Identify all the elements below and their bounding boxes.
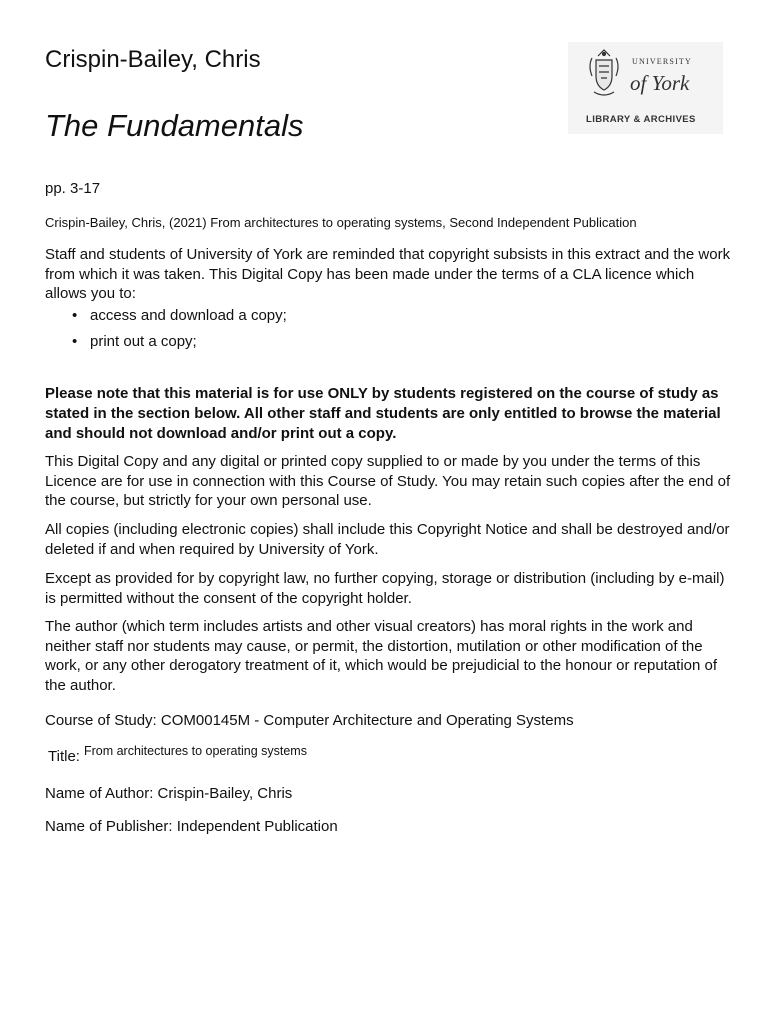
university-of-york-logo xyxy=(568,42,723,134)
logo-university-text: UNIVERSITY xyxy=(632,57,692,66)
moral-rights-paragraph: The author (which term includes artists and other visual creators) has moral rights in the work and neither staff nor students may cause, or permit, the distortion, mutilation or other modification of the work, or any other derogatory treatment of it, which would be prejudicial to the honour or reputation of the author. xyxy=(45,618,718,694)
list-item: • print out a copy; xyxy=(72,332,197,350)
document-title: The Fundamentals xyxy=(45,108,304,143)
usage-notice: Please note that this material is for use ONLY by students registered on the course of study as stated in the section below. All other staff and students are only entitled to browse the material and should not download and/or print out a copy. xyxy=(45,385,721,442)
author-heading: Crispin-Bailey, Chris xyxy=(45,46,261,73)
course-of-study: Course of Study: COM00145M - Computer Architecture and Operating Systems xyxy=(45,712,574,729)
intro-section xyxy=(45,245,735,358)
author-name-field: Name of Author: Crispin-Bailey, Chris xyxy=(45,785,293,802)
list-item: • access and download a copy; xyxy=(72,306,287,324)
title-field xyxy=(48,744,307,767)
copies-paragraph: All copies (including electronic copies) shall include this Copyright Notice and shall be destroyed and/or deleted if and when required by University of York. xyxy=(45,521,730,558)
page-range: pp. 3-17 xyxy=(45,180,101,197)
publisher-name-field: Name of Publisher: Independent Publication xyxy=(45,818,338,835)
crest-icon xyxy=(590,50,618,95)
citation: Crispin-Bailey, Chris, (2021) From architectures to operating systems, Second Independent Publication xyxy=(45,215,637,230)
permissions-list xyxy=(45,306,735,358)
logo-york-text: of York xyxy=(630,71,690,95)
bullet-text: print out a copy; xyxy=(90,332,197,350)
logo-library-text: LIBRARY & ARCHIVES xyxy=(586,114,696,125)
title-label: Title: xyxy=(48,748,80,765)
title-value: From architectures to operating systems xyxy=(83,744,307,758)
licence-paragraph: This Digital Copy and any digital or printed copy supplied to or made by you under the terms of this Licence are for use in connection with this Course of Study. You may retain such copies after the end of the course, but strictly for your own personal use. xyxy=(45,453,731,510)
intro-paragraph: Staff and students of University of York are reminded that copyright subsists in this extract and the work from which it was taken. This Digital Copy has been made under the terms of a CLA licence which allows you to: xyxy=(45,246,731,303)
copying-paragraph: Except as provided for by copyright law, no further copying, storage or distribution (including by e-mail) is permitted without the consent of the copyright holder. xyxy=(45,570,725,607)
bullet-text: access and download a copy; xyxy=(90,306,287,324)
